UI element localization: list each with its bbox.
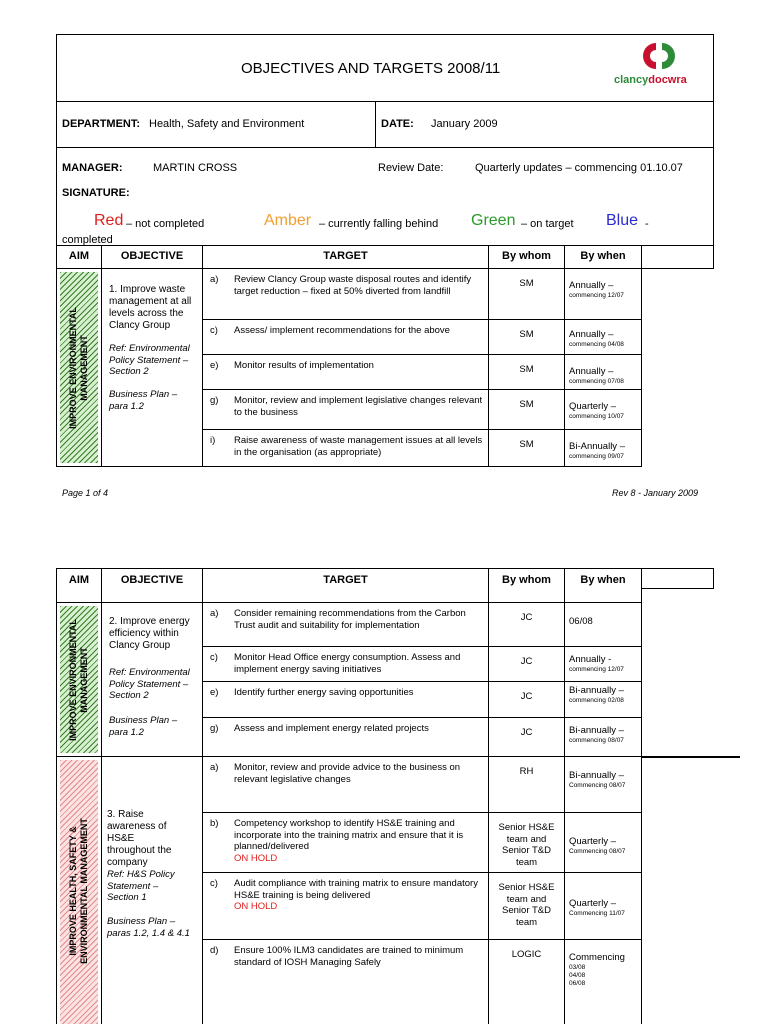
objective-ref: Ref: Environmental Policy Statement – Section 2 <box>109 667 190 701</box>
by-when-text: Bi-annually – Commencing 08/07 <box>569 770 626 789</box>
by-whom-text: SM <box>519 399 534 410</box>
col-header-objective: OBJECTIVE <box>101 245 203 269</box>
target-text: Competency workshop to identify HS&E training and incorporate into the training matrix and ensure that it is planned/delivered ON HOLD <box>234 818 464 864</box>
signature-label: SIGNATURE: <box>62 187 130 199</box>
objective-text: 2. Improve energy efficiency within Clancy Group <box>109 616 190 651</box>
by-when-text: Commencing 03/08 04/08 06/08 <box>569 952 625 987</box>
by-whom-text: JC <box>520 727 533 738</box>
row-letter: e) <box>210 360 219 371</box>
by-when-text: Bi-annually – commencing 08/07 <box>569 725 624 744</box>
divider <box>375 102 376 148</box>
page-title: OBJECTIVES AND TARGETS 2008/11 <box>241 60 501 77</box>
by-when-text: Annually – commencing 12/07 <box>569 280 624 299</box>
company-logo <box>614 39 708 91</box>
review-label: Review Date: <box>378 162 444 174</box>
row-letter: g) <box>210 395 219 406</box>
by-whom-text: JC <box>520 691 533 702</box>
divider <box>642 756 740 758</box>
target-text: Review Clancy Group waste disposal routes and identify target reduction – fixed at 50% diverted from landfill <box>234 274 472 297</box>
col-header-blank <box>641 245 714 269</box>
legend-amber: Amber <box>264 212 312 229</box>
by-when-text: Annually - commencing 12/07 <box>569 654 624 673</box>
by-whom-text: SM <box>519 364 534 375</box>
row-letter: i) <box>210 435 216 446</box>
col-header-target: TARGET <box>202 245 489 269</box>
legend-red-desc: – not completed <box>126 218 205 230</box>
row-letter: a) <box>210 608 219 619</box>
footer-left: Page 1 of 4 <box>62 488 109 498</box>
by-when-text: Bi-Annually – commencing 09/07 <box>569 441 625 460</box>
by-whom-text: SM <box>519 329 534 340</box>
department-row <box>56 101 714 148</box>
footer-right: Rev 8 - January 2009 <box>612 488 699 498</box>
objective-cell <box>101 268 203 467</box>
col-header-by-when: By when <box>564 568 642 603</box>
col-header-aim: AIM <box>56 245 102 269</box>
col-header-aim: AIM <box>56 568 102 603</box>
objective-plan: Business Plan – para 1.2 <box>109 715 178 738</box>
by-when-text: Annually – commencing 07/08 <box>569 366 624 385</box>
row-letter: g) <box>210 723 219 734</box>
legend-green-desc: – on target <box>521 218 574 230</box>
target-text: Monitor results of implementation <box>234 360 374 371</box>
target-text: Identify further energy saving opportunities <box>234 687 414 698</box>
by-whom-text: JC <box>520 656 533 667</box>
objective-cell <box>101 602 203 757</box>
date-value: January 2009 <box>431 118 498 130</box>
by-when-text: Quarterly – commencing 10/07 <box>569 401 624 420</box>
row-letter: a) <box>210 762 219 773</box>
by-whom-text: Senior HS&E team and Senior T&D team <box>498 882 555 928</box>
aim-cell <box>56 602 102 757</box>
by-when-text: Quarterly – Commencing 11/07 <box>569 898 625 917</box>
by-whom-cell <box>488 602 565 647</box>
col-header-target: TARGET <box>202 568 489 603</box>
by-when-text: Annually – commencing 04/08 <box>569 329 624 348</box>
col-header-by-whom: By whom <box>488 568 565 603</box>
by-when-text: 06/08 <box>569 616 593 627</box>
legend-amber-desc: – currently falling behind <box>319 218 439 230</box>
row-letter: a) <box>210 274 219 285</box>
objective-text: 3. Raise awareness of HS&E throughout the company <box>107 809 172 868</box>
by-whom-cell <box>488 756 565 813</box>
title-box <box>56 34 714 102</box>
table-1 <box>56 245 714 467</box>
target-text: Audit compliance with training matrix to ensure mandatory HS&E training is being delivered ON HOLD <box>234 878 478 912</box>
legend <box>62 212 712 246</box>
objective-cell <box>101 756 203 1024</box>
manager-value: MARTIN CROSS <box>153 162 238 174</box>
legend-blue-desc-2: completed <box>62 234 113 246</box>
target-text: Assess/ implement recommendations for the above <box>234 325 450 336</box>
row-letter: e) <box>210 687 219 698</box>
legend-green: Green <box>471 212 516 229</box>
legend-red: Red <box>94 212 124 229</box>
date-label: DATE: <box>381 118 414 130</box>
by-when-text: Bi-annually – commencing 02/08 <box>569 685 624 704</box>
row-letter: b) <box>210 818 219 829</box>
manager-label: MANAGER: <box>62 162 123 174</box>
row-letter: c) <box>210 652 218 663</box>
target-text: Monitor, review and implement legislative changes relevant to the business <box>234 395 483 418</box>
col-header-objective: OBJECTIVE <box>101 568 203 603</box>
col-header-by-when: By when <box>564 245 642 269</box>
aim-label: IMPROVE ENVIRONMENTAL MANAGEMENT <box>68 618 89 741</box>
logo-mark-icon <box>636 39 684 73</box>
target-text: Consider remaining recommendations from the Carbon Trust audit and suitability for implementation <box>234 608 466 631</box>
col-header-blank <box>641 568 714 589</box>
department-value: Health, Safety and Environment <box>149 118 305 130</box>
by-when-text: Quarterly – Commencing 08/07 <box>569 836 626 855</box>
objective-plan: Business Plan – para 1.2 <box>109 389 178 412</box>
target-text: Monitor Head Office energy consumption. Assess and implement energy saving initiatives <box>234 652 461 675</box>
aim-label: IMPROVE ENVIRONMENTAL MANAGEMENT <box>68 306 89 429</box>
objective-plan: Business Plan – paras 1.2, 1.4 & 4.1 <box>107 916 190 939</box>
target-text: Raise awareness of waste management issues at all levels in the organisation (as appropriate) <box>234 435 483 458</box>
aim-cell <box>56 268 102 467</box>
by-whom-text: Senior HS&E team and Senior T&D team <box>498 822 555 868</box>
by-whom-text: JC <box>520 612 533 623</box>
target-text: Assess and implement energy related projects <box>234 723 429 734</box>
aim-label: IMPROVE HEALTH, SAFETY & ENVIRONMENTAL MANAGEMENT <box>68 817 89 964</box>
on-hold-label: ON HOLD <box>234 852 278 864</box>
by-whom-text: RH <box>519 766 534 777</box>
col-header-by-whom: By whom <box>488 245 565 269</box>
objective-ref: Ref: H&S Policy Statement – Section 1 <box>107 869 175 903</box>
legend-blue-desc: - <box>645 218 649 230</box>
logo-text: clancydocwra <box>614 74 687 86</box>
row-letter: c) <box>210 878 218 889</box>
target-text: Ensure 100% ILM3 candidates are trained to minimum standard of IOSH Managing Safely <box>234 945 464 968</box>
aim-cell <box>56 756 102 1024</box>
legend-blue: Blue <box>606 212 639 229</box>
by-whom-text: SM <box>519 278 534 289</box>
by-whom-text: SM <box>519 439 534 450</box>
by-whom-cell <box>488 268 565 320</box>
row-letter: d) <box>210 945 219 956</box>
row-letter: c) <box>210 325 218 336</box>
review-value: Quarterly updates – commencing 01.10.07 <box>475 162 683 174</box>
objective-text: 1. Improve waste management at all levels across the Clancy Group <box>109 284 192 331</box>
department-label: DEPARTMENT: <box>62 118 141 130</box>
by-whom-text: LOGIC <box>511 949 542 960</box>
on-hold-label: ON HOLD <box>234 901 278 912</box>
target-text: Monitor, review and provide advice to the business on relevant legislative changes <box>234 762 461 785</box>
table-2 <box>56 568 740 1024</box>
objective-ref: Ref: Environmental Policy Statement – Section 2 <box>109 343 190 377</box>
